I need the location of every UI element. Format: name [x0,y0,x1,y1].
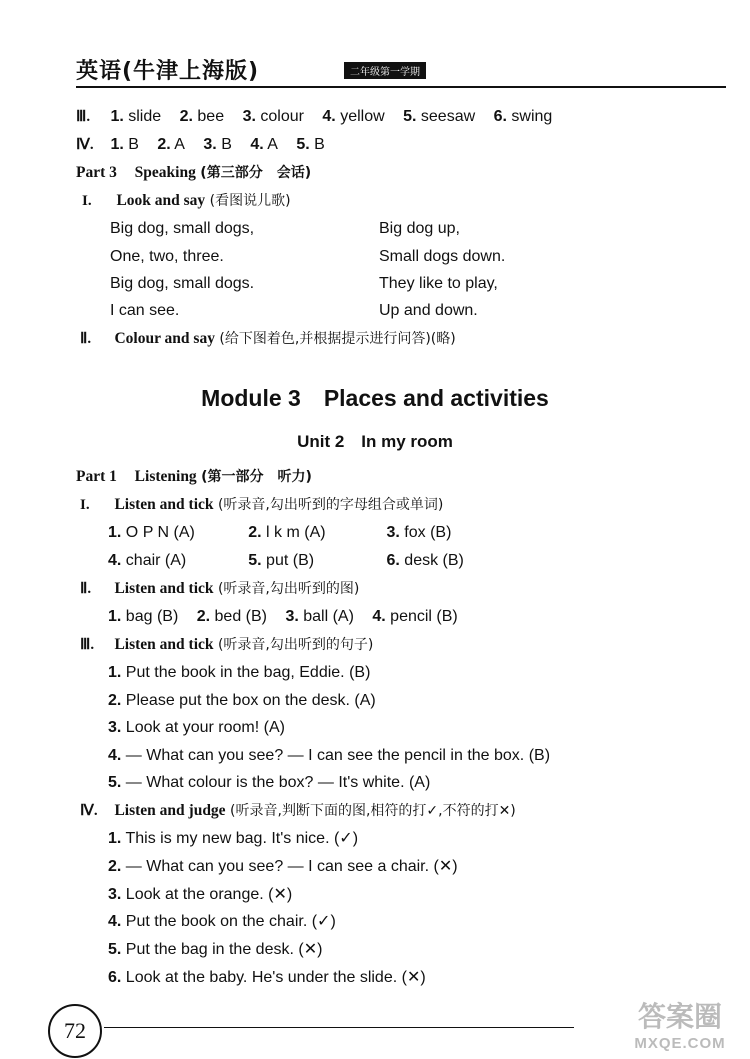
grade-badge: 二年级第一学期 [344,62,426,79]
section-4-item: 1. This is my new bag. It's nice. (✓) [108,830,359,847]
section-4-heading: Ⅳ. Listen and judge (听录音,判断下面的图,相符的打✓,不符的打✕) [80,802,516,819]
section-3-item: 4. — What can you see? — I can see the pencil in the box. (B) [108,747,551,764]
section-1-row: 1. O P N (A) 2. l k m (A) 3. fox (B) [108,524,452,541]
roman-numeral: Ⅳ. [76,137,94,153]
section-3-item: 3. Look at your room! (A) [108,719,285,736]
section-4-item: 4. Put the book on the chair. (✓) [108,913,336,930]
part3-heading: Part 3 Speaking (第三部分 会话) [76,164,312,181]
part1-heading: Part 1 Listening (第一部分 听力) [76,468,312,485]
page-header [76,52,726,86]
book-title: 英语(牛津上海版) [76,59,260,84]
section-3-heading: Ⅲ. Listen and tick (听录音,勾出听到的句子) [80,636,374,653]
section-1-heading: I. Listen and tick (听录音,勾出听到的字母组合或单词) [80,496,444,513]
look-and-say-heading: I. Look and say (看图说儿歌) [82,192,291,209]
poem-left-line: One, two, three. [110,248,224,265]
watermark-url: MXQE.COM [634,1035,726,1052]
poem-right-line: They like to play, [379,275,498,292]
poem-left-line: Big dog, small dogs, [110,220,255,237]
section-4-item: 3. Look at the orange. (✕) [108,886,293,903]
footer-rule [104,1027,574,1028]
poem-left-line: I can see. [110,302,180,319]
section-3-item: 1. Put the book in the bag, Eddie. (B) [108,664,371,681]
section-4-item: 2. — What can you see? — I can see a chair. (✕) [108,858,458,875]
watermark-logo [615,995,745,1052]
unit-title: Unit 2 In my room [297,432,453,451]
section-4-item: 5. Put the bag in the desk. (✕) [108,941,323,958]
poem-left-line: Big dog, small dogs. [110,275,255,292]
answer-row-3: Ⅲ. 1. slide 2. bee 3. colour 4. yellow 5. seesaw 6. swing [76,108,553,125]
poem-right-line: Small dogs down. [379,248,506,265]
answer-row-4: Ⅳ. 1. B 2. A 3. B 4. A 5. B [76,136,325,153]
section-3-item: 5. — What colour is the box? — It's white. (A) [108,774,431,791]
header-rule [76,86,726,88]
section-2-heading: Ⅱ. Listen and tick (听录音,勾出听到的图) [80,580,360,597]
section-2-row: 1. bag (B) 2. bed (B) 3. ball (A) 4. pencil (B) [108,608,458,625]
poem-right-line: Big dog up, [379,220,460,237]
page-number: 72 [48,1004,102,1058]
section-1-row: 4. chair (A) 5. put (B) 6. desk (B) [108,552,464,569]
colour-and-say-heading: Ⅱ. Colour and say (给下图着色,并根据提示进行问答)(略) [80,330,456,347]
roman-numeral: Ⅲ. [76,109,91,125]
poem-right-line: Up and down. [379,302,478,319]
section-3-item: 2. Please put the box on the desk. (A) [108,692,376,709]
module-title: Module 3 Places and activities [201,385,549,411]
watermark-text: 答案圈 [637,1000,722,1033]
section-4-item: 6. Look at the baby. He's under the slide. (✕) [108,969,426,986]
